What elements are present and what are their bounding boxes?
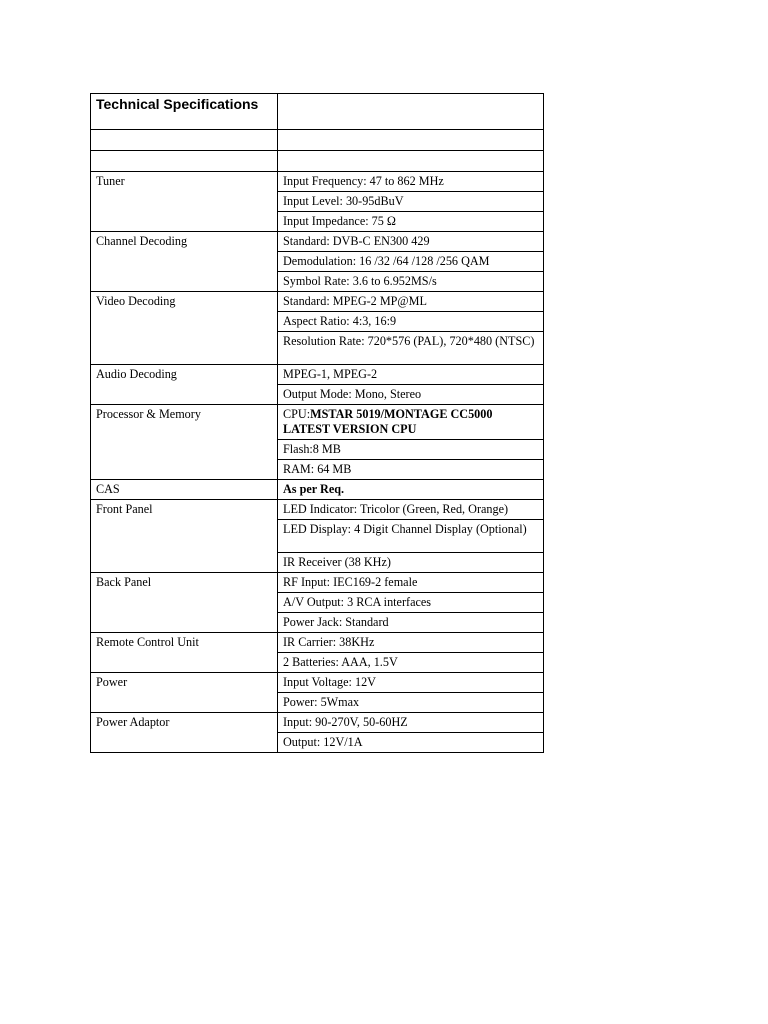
- spec-value-cell: RF Input: IEC169-2 female: [278, 573, 544, 593]
- spec-value-cell: Power: 5Wmax: [278, 693, 544, 713]
- spec-table: [90, 93, 544, 753]
- table-row: [91, 172, 544, 192]
- spec-category-label: Power: [91, 673, 278, 713]
- spec-value-cell: Aspect Ratio: 4:3, 16:9: [278, 312, 544, 332]
- table-row: [91, 500, 544, 520]
- spec-value-cell: A/V Output: 3 RCA interfaces: [278, 593, 544, 613]
- table-row: [91, 232, 544, 252]
- table-row: [91, 573, 544, 593]
- spec-value-cell: [278, 405, 544, 440]
- spec-value-cell: [278, 480, 544, 500]
- spec-value-cell: RAM: 64 MB: [278, 460, 544, 480]
- spec-value-bold: MSTAR 5019/MONTAGE CC5000 LATEST VERSION CPU: [283, 407, 493, 436]
- spec-category-label: Video Decoding: [91, 292, 278, 365]
- table-row: [91, 292, 544, 312]
- spec-value-cell: Demodulation: 16 /32 /64 /128 /256 QAM: [278, 252, 544, 272]
- table-row: [91, 480, 544, 500]
- spec-value-cell: Resolution Rate: 720*576 (PAL), 720*480 (NTSC): [278, 332, 544, 365]
- spec-value-cell: LED Indicator: Tricolor (Green, Red, Orange): [278, 500, 544, 520]
- spec-value-cell: IR Receiver (38 KHz): [278, 553, 544, 573]
- spec-value-bold: As per Req.: [283, 482, 345, 496]
- spec-value-cell: IR Carrier: 38KHz: [278, 633, 544, 653]
- spec-value-cell: Input Frequency: 47 to 862 MHz: [278, 172, 544, 192]
- spec-value-cell: Standard: DVB-C EN300 429: [278, 232, 544, 252]
- spec-category-label: Channel Decoding: [91, 232, 278, 292]
- table-row: [91, 633, 544, 653]
- spec-value-cell: LED Display: 4 Digit Channel Display (Optional): [278, 520, 544, 553]
- spec-value-cell: Output: 12V/1A: [278, 733, 544, 753]
- spec-table-body: [91, 94, 544, 753]
- spec-value-cell: Output Mode: Mono, Stereo: [278, 385, 544, 405]
- empty-row: [91, 130, 544, 151]
- spec-value-cell: Flash:8 MB: [278, 440, 544, 460]
- spec-value-cell: Standard: MPEG-2 MP@ML: [278, 292, 544, 312]
- table-row: [91, 713, 544, 733]
- spec-category-label: Back Panel: [91, 573, 278, 633]
- title-value-cell: [278, 94, 544, 130]
- empty-row: [91, 151, 544, 172]
- spec-value-cell: MPEG-1, MPEG-2: [278, 365, 544, 385]
- empty-cell: [278, 151, 544, 172]
- spec-value-prefix: CPU:: [283, 407, 311, 421]
- spec-value-cell: Input Voltage: 12V: [278, 673, 544, 693]
- spec-value-cell: Input Impedance: 75 Ω: [278, 212, 544, 232]
- spec-category-label: Remote Control Unit: [91, 633, 278, 673]
- empty-cell: [91, 151, 278, 172]
- spec-category-label: CAS: [91, 480, 278, 500]
- table-title: Technical Specifications: [91, 94, 278, 130]
- table-row: [91, 673, 544, 693]
- empty-cell: [278, 130, 544, 151]
- spec-value-cell: Input: 90-270V, 50-60HZ: [278, 713, 544, 733]
- spec-category-label: Front Panel: [91, 500, 278, 573]
- table-row: [91, 365, 544, 385]
- table-row: [91, 405, 544, 440]
- spec-category-label: Audio Decoding: [91, 365, 278, 405]
- spec-category-label: Power Adaptor: [91, 713, 278, 753]
- spec-category-label: Processor & Memory: [91, 405, 278, 480]
- spec-category-label: Tuner: [91, 172, 278, 232]
- spec-value-cell: Power Jack: Standard: [278, 613, 544, 633]
- spec-value-cell: 2 Batteries: AAA, 1.5V: [278, 653, 544, 673]
- spec-value-cell: Input Level: 30-95dBuV: [278, 192, 544, 212]
- empty-cell: [91, 130, 278, 151]
- title-row: [91, 94, 544, 130]
- spec-value-cell: Symbol Rate: 3.6 to 6.952MS/s: [278, 272, 544, 292]
